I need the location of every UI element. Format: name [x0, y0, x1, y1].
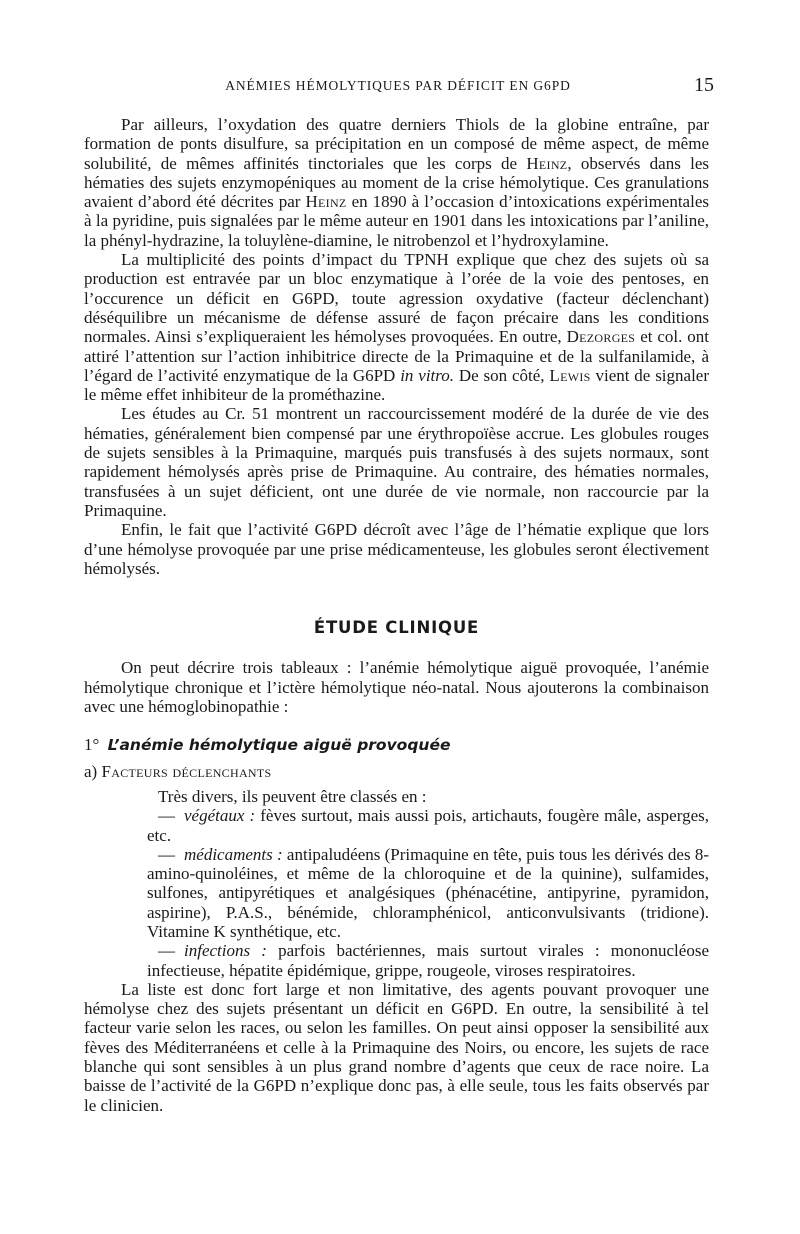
paragraph-text: La multiplicité des points d’impact du TPNH explique que chez des sujets où sa production est entravée par un bloc enzymatique à l’orée de la voie des pentoses, en l’occurence un déficit en G6PD, toute agression oxydative (facteur déclenchant) déséquilibre un mécanisme de défense assuré de façon précaire dans les conditions normales. Ainsi s’expliqueraient les hémolyses provoquées. En outre,	[84, 250, 709, 347]
page-number: 15	[694, 74, 714, 96]
list-item-text: antipaludéens (Primaquine en tête, puis tous les dérivés des 8-amino-quinoléines, et même de la chloroquine et de la quinine), sulfamides, sulfones, antipyrétiques et analgésiques (phénacétine, antipyrine, pyramidon, aspirine), P.A.S., bénémide, chloramphénicol, anticonvulsivants (tridione). Vitamine K synthétique, etc.	[147, 844, 709, 941]
paragraph-text: en 1890 à l’occasion d’intoxications expérimentales à la pyridine, puis signalées par le même auteur en 1901 dans les intoxications par l’aniline, la phényl-hydrazine, la toluylène-diamine, le nitrobenzol et l’hydroxylamine.	[84, 192, 709, 250]
list-item-text: parfois bactériennes, mais surtout virales : mononucléose infectieuse, hépatite épidémique, grippe, rougeole, viroses respiratoires.	[147, 941, 709, 980]
list-item-label: végétaux :	[184, 806, 256, 826]
list-item	[84, 806, 709, 845]
list-item-text: fèves surtout, mais aussi pois, artichauts, fougère mâle, asperges, etc.	[147, 806, 709, 845]
paragraph-text: Par ailleurs, l’oxydation des quatre derniers Thiols de la globine entraîne, par formation de ponts disulfure, sa précipitation en un composé de même aspect, de même solubilité, de mêmes affinités tinctoriales que les corps de	[84, 115, 709, 173]
page-body	[84, 115, 709, 1115]
author-name: Heinz	[526, 153, 568, 173]
paragraph-enfin: Enfin, le fait que l’activité G6PD décroît avec l’âge de l’hématie explique que lors d’une hémolyse provoquée par une prise médicamenteuse, les globules seront électivement hémolysés.	[84, 520, 709, 578]
paragraph-oxydation	[84, 115, 709, 250]
subsection-heading	[84, 735, 709, 755]
paragraph-text: De son côté,	[454, 365, 545, 385]
paragraph-text: et col. ont attiré l’attention sur l’action inhibitrice directe de la Primaquine et de la sulfanilamide, à l’égard de l’activité enzymatique de la G6PD	[84, 327, 710, 385]
paragraph-text: , observés dans les hématies des sujets enzymopéniques au moment de la crise hémolytique. Ces granulations avaient d’abord été décrites par	[84, 153, 709, 212]
list-item-label: infections :	[184, 941, 267, 961]
subsection-title: L’anémie hémolytique aiguë provoquée	[107, 736, 451, 755]
dash-marker: —	[158, 844, 175, 864]
paragraph-text: vient de signaler le même effet inhibiteur de la prométhazine.	[84, 365, 710, 405]
list-intro: Très divers, ils peuvent être classés en :	[158, 786, 427, 806]
list-item-label: médicaments :	[184, 844, 283, 864]
author-name: Dezorges	[566, 327, 636, 347]
sub-subsection-title: Facteurs déclenchants	[101, 761, 272, 781]
subsection-number: 1°	[84, 735, 100, 755]
section-intro: On peut décrire trois tableaux : l’anémie hémolytique aiguë provoquée, l’anémie hémolytique chronique et l’ictère hémolytique néo-natal. Nous ajouterons la combinaison avec une hémoglobinopathie :	[84, 658, 709, 717]
section-title: ÉTUDE CLINIQUE	[313, 618, 480, 638]
paragraph-cr51: Les études au Cr. 51 montrent un raccourcissement modéré de la durée de vie des hématies, généralement bien compensé par une érythropoïèse accrue. Les globules rouges de sujets sensibles à la Primaquine, marqués puis transfusés à des sujets normaux, sont rapidement hémolysés après prise de Primaquine. Au contraire, des hématies normales, transfusées à un sujet déficient, ont une durée de vie normale, non raccourcie par la Primaquine.	[84, 404, 709, 520]
list-item	[84, 845, 709, 941]
latin-term: in vitro.	[400, 365, 454, 385]
dash-marker: —	[158, 806, 175, 826]
paragraph-closing: La liste est donc fort large et non limitative, des agents pouvant provoquer une hémolyse chez des sujets présentant un déficit en G6PD. En outre, la sensibilité à tel facteur varie selon les races, ou selon les familles. On peut ainsi opposer la sensibilité aux fèves des Méditerranéens et celle à la Primaquine des Noirs, ou encore, les sujets de race blanche qui sont sensibles à un plus grand nombre d’agents que ceux de race noire. La baisse de l’activité de la G6PD n’explique donc pas, à elle seule, tous les faits observés par le clinicien.	[84, 979, 709, 1115]
running-title: ANÉMIES HÉMOLYTIQUES PAR DÉFICIT EN G6PD	[225, 78, 571, 93]
sub-subsection-letter: a)	[84, 761, 98, 781]
running-header	[84, 74, 714, 96]
author-name: Lewis	[549, 365, 591, 385]
author-name: Heinz	[305, 192, 347, 212]
list-item	[84, 941, 709, 980]
dash-marker: —	[158, 941, 175, 961]
sub-subsection-heading	[84, 762, 709, 781]
paragraph-tpnh	[84, 250, 709, 404]
